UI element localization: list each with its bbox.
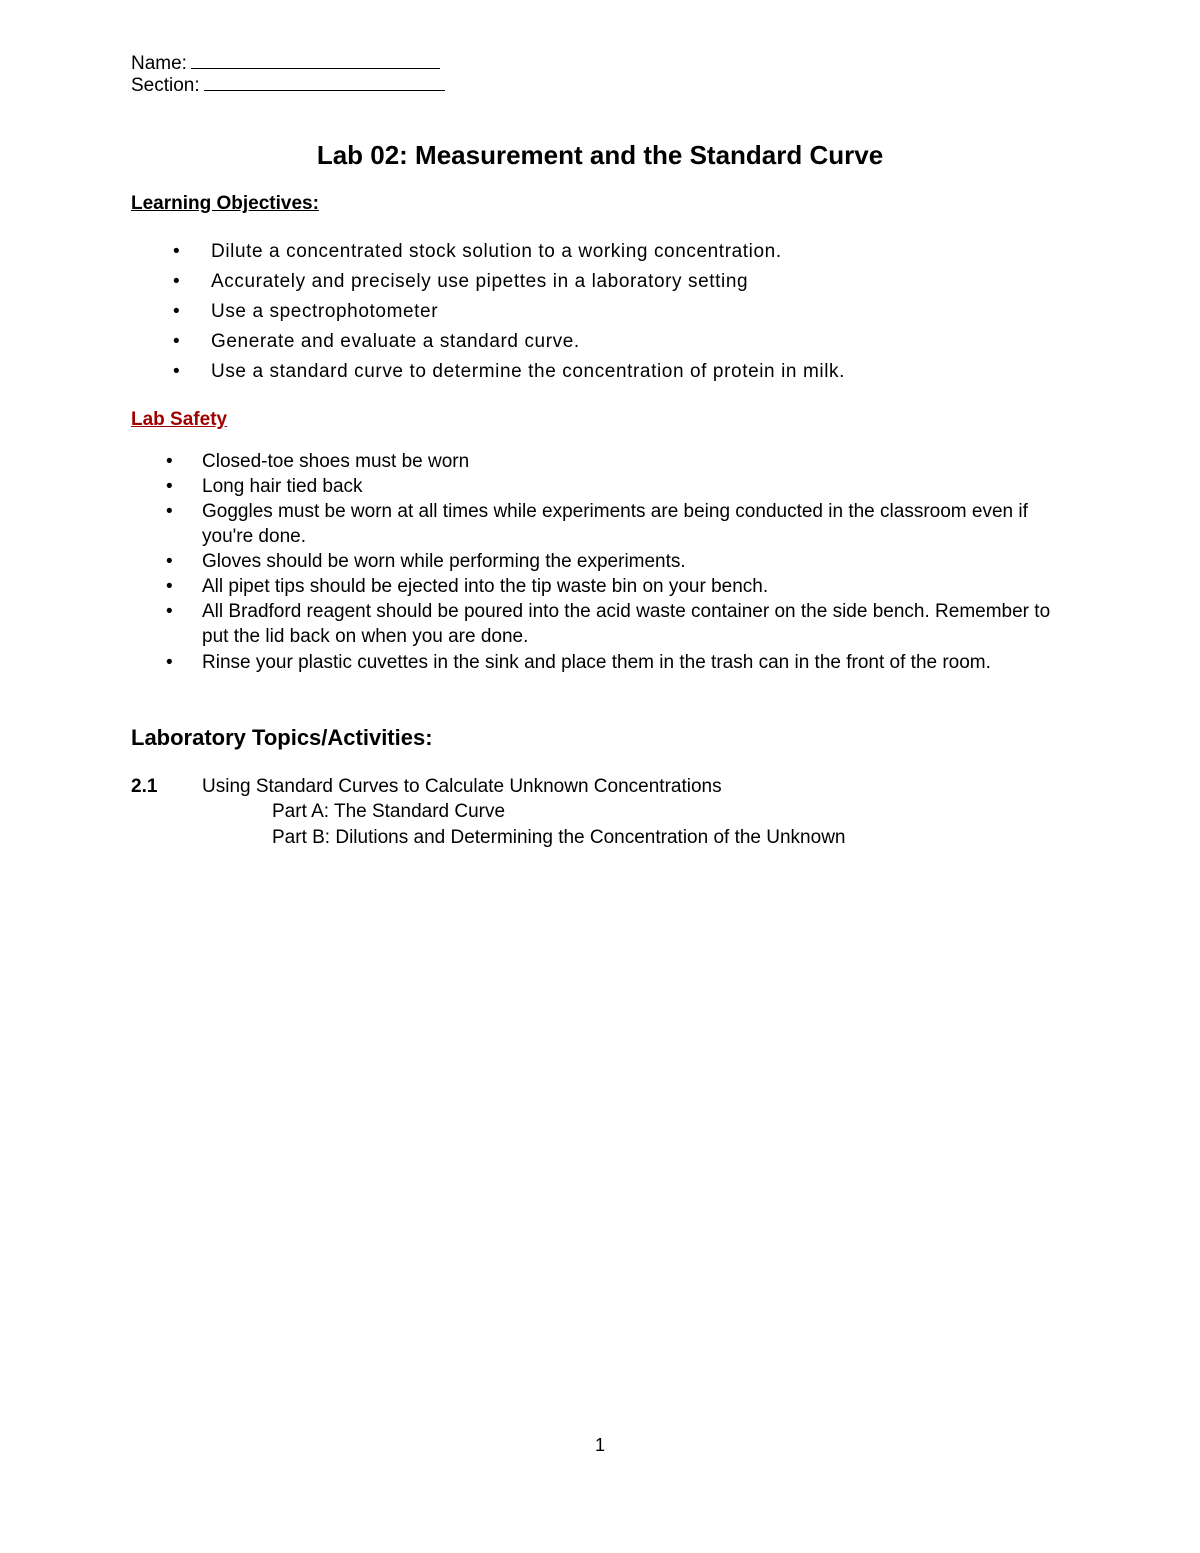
section-field [131,73,445,97]
learning-objectives-heading: Learning Objectives: [131,193,319,214]
objective-text: Dilute a concentrated stock solution to a working concentration. [211,241,782,262]
section-blank-line[interactable] [204,73,445,91]
activity-title: Using Standard Curves to Calculate Unknown Concentrations [202,776,722,797]
bullet-icon: • [173,301,180,322]
safety-text: All pipet tips should be ejected into the tip waste bin on your bench. [202,576,769,597]
bullet-icon: • [166,476,173,497]
safety-text: Rinse your plastic cuvettes in the sink and place them in the trash can in the front of the room. [202,652,991,673]
name-label: Name: [131,53,187,74]
safety-text: Goggles must be worn at all times while experiments are being conducted in the classroom even if you're done. [202,501,1028,547]
safety-text: Gloves should be worn while performing the experiments. [202,551,686,572]
page-number: 1 [594,1435,605,1455]
objective-text: Use a spectrophotometer [211,301,439,322]
bullet-icon: • [166,551,173,572]
activity-part: Part B: Dilutions and Determining the Concentration of the Unknown [272,827,846,848]
name-blank-line[interactable] [191,51,440,69]
objective-text: Generate and evaluate a standard curve. [211,331,580,352]
safety-text: Closed-toe shoes must be worn [202,451,470,472]
safety-text: All Bradford reagent should be poured into the acid waste container on the side bench. Remember to put the lid back on when you are done. [202,601,1051,647]
bullet-icon: • [173,271,180,292]
safety-text: Long hair tied back [202,476,363,497]
lab-safety-heading: Lab Safety [131,409,228,430]
name-field [131,51,440,75]
bullet-icon: • [166,652,173,673]
activity-number: 2.1 [131,776,158,797]
bullet-icon: • [173,241,180,262]
bullet-icon: • [166,601,173,622]
bullet-icon: • [173,361,180,382]
objective-text: Use a standard curve to determine the concentration of protein in milk. [211,361,846,382]
bullet-icon: • [166,501,173,522]
activity-part: Part A: The Standard Curve [272,801,506,822]
page-title: Lab 02: Measurement and the Standard Curve [316,140,884,170]
bullet-icon: • [166,576,173,597]
objective-text: Accurately and precisely use pipettes in a laboratory setting [211,271,749,292]
bullet-icon: • [166,451,173,472]
topics-heading: Laboratory Topics/Activities: [131,725,433,750]
bullet-icon: • [173,331,180,352]
section-label: Section: [131,75,200,96]
